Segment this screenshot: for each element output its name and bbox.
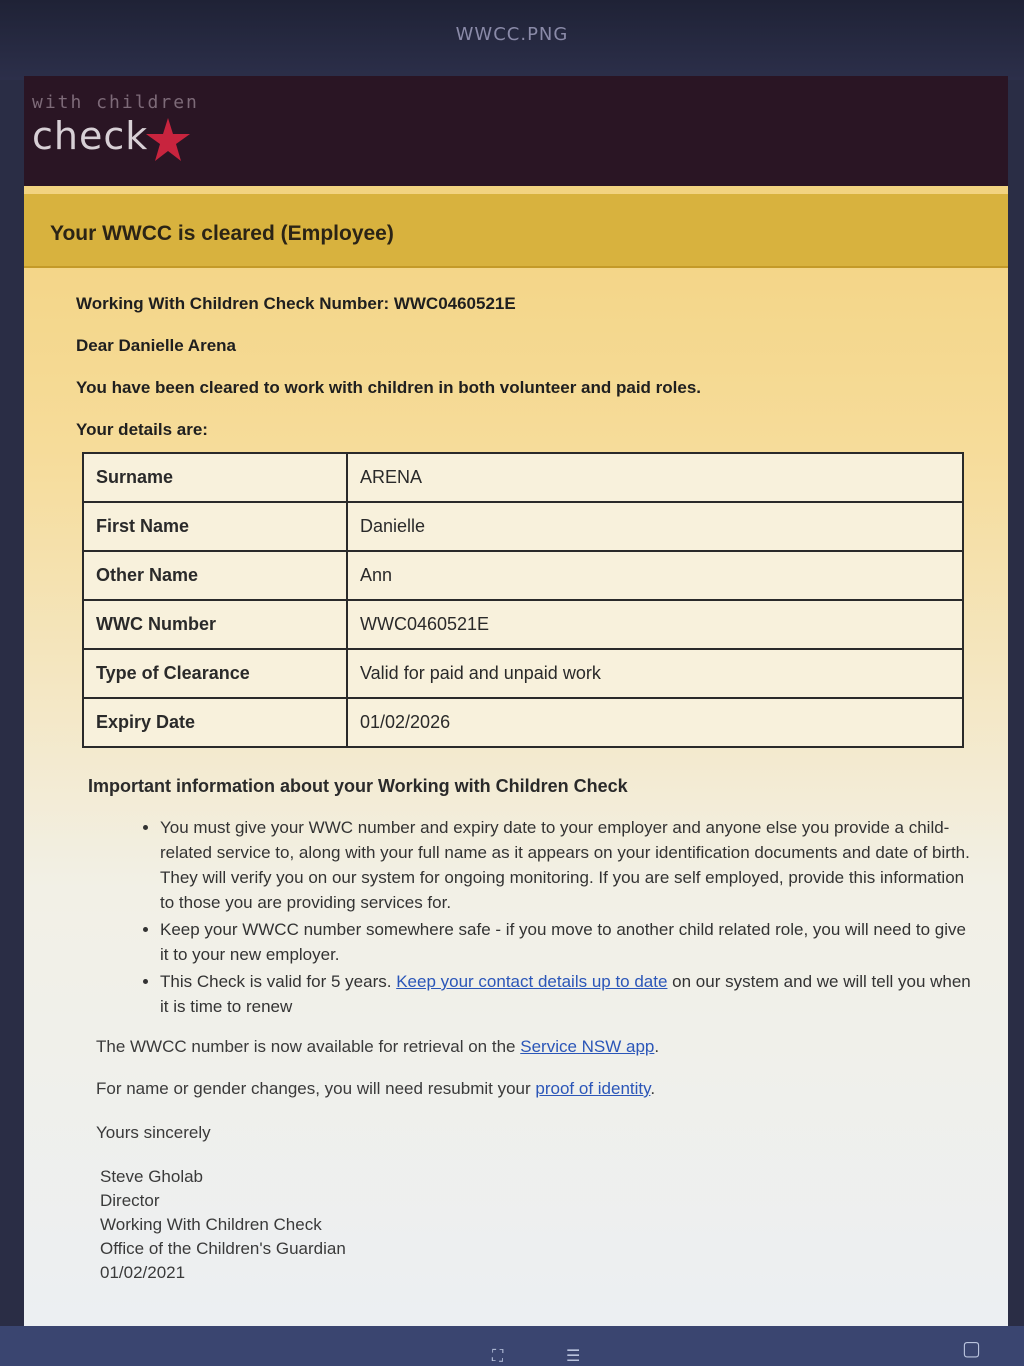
table-row (83, 600, 963, 649)
retrieval-pre: The WWCC number is now available for retrieval on the (96, 1037, 521, 1056)
bullet3-text-end: on our system and we will tell you when it is time to renew (160, 972, 971, 1016)
row-value: ARENA (347, 453, 963, 502)
signature-name: Steve Gholab (100, 1167, 204, 1186)
signature-block (100, 1165, 976, 1285)
row-value: Danielle (347, 502, 963, 551)
signature-date: 01/02/2021 (100, 1263, 186, 1282)
banner-title: Your WWCC is cleared (Employee) (50, 222, 394, 245)
table-row (83, 551, 963, 600)
name-change-pre: For name or gender changes, you will need resubmit your (96, 1079, 536, 1098)
letter-body (76, 294, 976, 1285)
fit-screen-icon[interactable]: ⛶ (492, 1346, 504, 1365)
table-row (83, 698, 963, 747)
bullet3-text: This Check is valid for 5 years. (160, 972, 397, 991)
viewer-top-bar (0, 0, 1024, 80)
retrieval-post: . (654, 1037, 660, 1056)
row-label: Expiry Date (83, 698, 347, 747)
list-item (160, 969, 976, 1019)
name-change-post: . (650, 1079, 656, 1098)
row-label: Other Name (83, 551, 347, 600)
greeting: Dear Danielle Arena (76, 336, 236, 355)
row-label: Surname (83, 453, 347, 502)
signature-program: Working With Children Check (100, 1215, 322, 1234)
table-row (83, 502, 963, 551)
details-intro: Your details are: (76, 420, 208, 439)
fullscreen-icon[interactable]: ▢ (962, 1336, 981, 1360)
cleared-text: You have been cleared to work with children in both volunteer and paid roles. (76, 378, 702, 397)
contact-details-link[interactable]: Keep your contact details up to date (396, 972, 668, 991)
row-value: Valid for paid and unpaid work (347, 649, 963, 698)
name-change-text (96, 1079, 976, 1099)
check-number-line: Working With Children Check Number: WWC0460521E (76, 294, 516, 313)
row-value: Ann (347, 551, 963, 600)
list-icon[interactable]: ☰ (566, 1346, 581, 1365)
row-value: WWC0460521E (347, 600, 963, 649)
list-item: • You must give your WWC number and expiry date to your employer and anyone else you provide a child-related service to, along with your full name as it appears on your identification documents and date of birth. They will verify you on our system for ongoing monitoring. If you are self employed, provide this information to those you are providing services for. (160, 815, 976, 915)
info-heading: Important information about your Working with Children Check (88, 776, 628, 796)
status-banner (24, 194, 1008, 268)
service-nsw-app-link[interactable]: Service NSW app (520, 1037, 655, 1056)
row-label: WWC Number (83, 600, 347, 649)
info-list (160, 815, 976, 1019)
star-icon (144, 116, 192, 164)
viewer-bottom-bar (0, 1326, 1024, 1366)
signature-office: Office of the Children's Guardian (100, 1239, 346, 1258)
table-row (83, 649, 963, 698)
logo-tagline: with children (32, 92, 199, 113)
table-row (83, 453, 963, 502)
details-table (82, 452, 964, 748)
logo-wordmark: check (32, 114, 149, 158)
closing: Yours sincerely (96, 1123, 211, 1142)
email-header (24, 76, 1008, 186)
proof-of-identity-link[interactable]: proof of identity (535, 1079, 651, 1098)
email-document (24, 76, 1008, 1326)
row-label: First Name (83, 502, 347, 551)
signature-role: Director (100, 1191, 160, 1210)
list-item: • Keep your WWCC number somewhere safe - if you move to another child related role, you will need to give it to your new employer. (160, 917, 976, 967)
row-label: Type of Clearance (83, 649, 347, 698)
row-value: 01/02/2026 (347, 698, 963, 747)
window-title: WWCC.PNG (455, 24, 569, 45)
retrieval-text (96, 1037, 976, 1057)
